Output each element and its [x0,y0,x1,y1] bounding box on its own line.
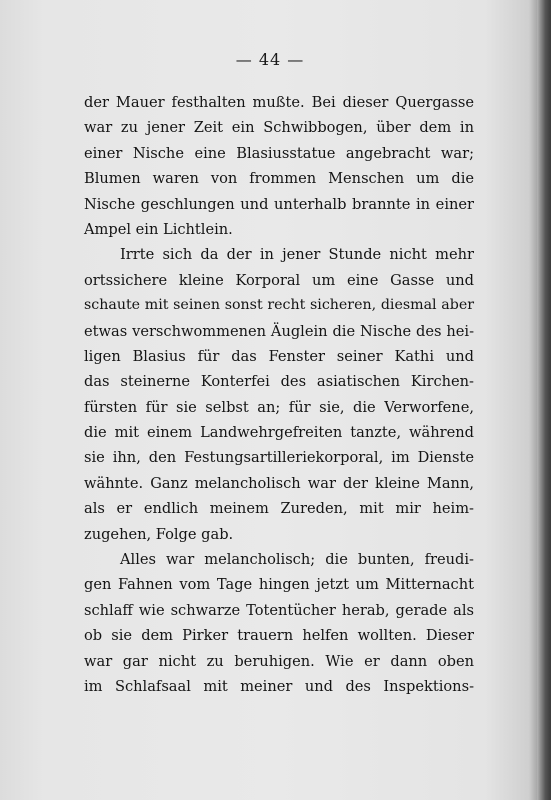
page-edge-shadow [537,0,551,800]
text-line: wähnte. Ganz melancholisch war der kleine Mann, [84,474,474,492]
text-line: etwas verschwommenen Äuglein die Nische des hei- [84,322,474,340]
text-line: zugehen, Folge gab. [84,525,234,543]
text-line: Nische geschlungen und unterhalb brannte in einer [84,195,474,213]
text-line: als er endlich meinem Zureden, mit mir heim- [84,500,474,518]
text-line: der Mauer festhalten mußte. Bei dieser Quergasse [84,94,474,111]
page-number: — 44 — [235,50,305,69]
text-line: Ampel ein Lichtlein. [84,220,233,238]
text-line: gen Fahnen vom Tage hingen jetzt um Mitternacht [84,576,474,594]
text-line: Alles war melancholisch; die bunten, freudi- [120,551,474,569]
text-line: ligen Blasius für das Fenster seiner Kathi und [84,347,474,365]
text-line: Blumen waren von frommen Menschen um die [84,170,474,188]
body-text [84,90,474,699]
text-line: fürsten für sie selbst an; für sie, die Verworfene, [84,398,474,416]
text-line: war gar nicht zu beruhigen. Wie er dann oben [84,652,474,670]
text-line: einer Nische eine Blasiusstatue angebracht war; [84,144,474,162]
text-line: war zu jener Zeit ein Schwibbogen, über dem in [84,119,474,137]
text-line: sie ihn, den Festungsartilleriekorporal, im Dienste [84,449,474,467]
text-line: Irrte sich da der in jener Stunde nicht mehr [120,246,474,264]
text-line: ortssichere kleine Korporal um eine Gasse und [84,271,474,289]
text-line: im Schlafsaal mit meiner und des Inspektions- [84,677,474,695]
text-line: das steinerne Konterfei des asiatischen Kirchen- [84,373,474,391]
text-line: schaute mit seinen sonst recht sicheren, diesmal aber [84,297,474,314]
text-line: schlaff wie schwarze Totentücher herab, gerade als [84,601,474,619]
text-line: ob sie dem Pirker trauern helfen wollten. Dieser [84,627,474,645]
text-line: die mit einem Landwehrgefreiten tanzte, während [84,424,474,442]
